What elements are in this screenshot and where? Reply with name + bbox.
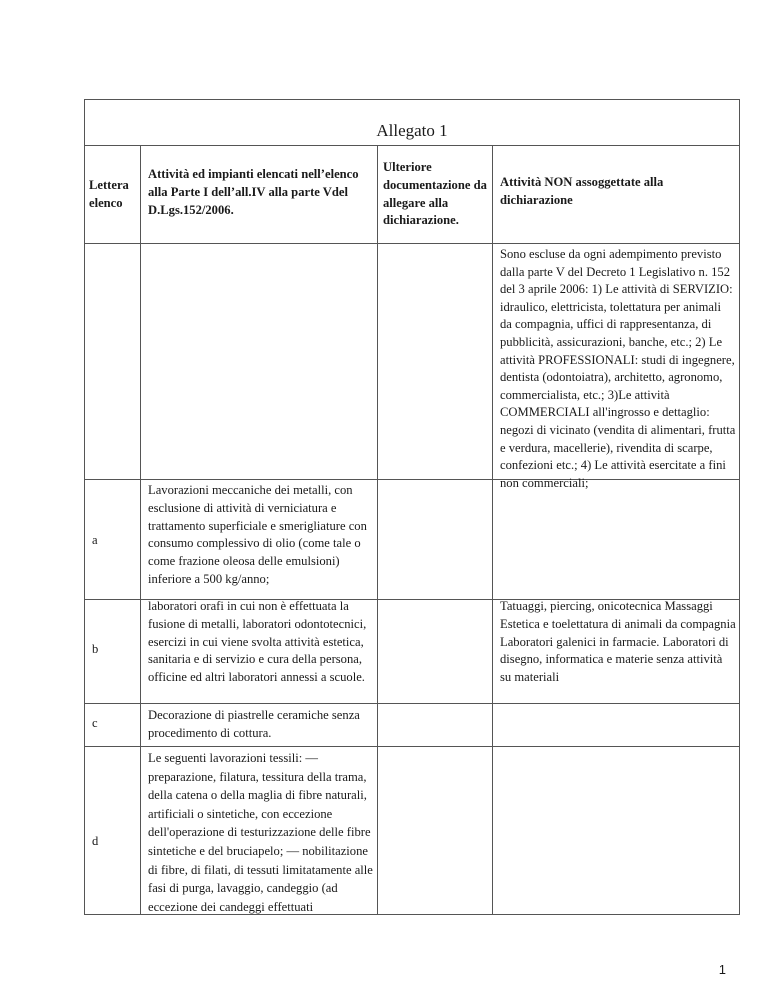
header-activities: Attività ed impianti elencati nell’elenco alla Parte I dell’all.IV alla parte Vdel D.Lgs.152/2006. <box>148 167 359 217</box>
header-documentation: Ulteriore documentazione da allegare alla dichiarazione. <box>383 160 487 228</box>
rule-row-b <box>84 703 740 704</box>
rule-row-c <box>84 746 740 747</box>
header-letter: Lettera elenco <box>89 178 129 210</box>
row-activity-a: Lavorazioni meccaniche dei metalli, con esclusione di attività di verniciatura e trattamento superficiale e smerigliature con consumo complessivo di olio (come tale o come frazione oleosa delle emulsioni) inferiore a 500 kg/anno; <box>148 483 367 586</box>
row-letter-c: c <box>92 716 98 730</box>
row-activity-b: laboratori orafi in cui non è effettuata la fusione di metalli, laboratori odontotecnici, esercizi in cui viene svolta attività estetica, sanitaria e di servizio e cura della persona, officine ed altri laboratori annessi a scuole. <box>148 599 367 685</box>
page-number: 1 <box>718 962 726 977</box>
row-letter-d: d <box>92 834 99 848</box>
rule-header <box>84 243 740 244</box>
exclusions-intro: Sono escluse da ogni adempimento previsto dalla parte V del Decreto 1 Legislativo n. 152 del 3 aprile 2006: 1) Le attività di SERVIZIO: idraulico, elettricista, tolettatura per animali da compagnia, uffici di rappresentanza, di pubblicità, assicurazioni, banche, etc.; 2) Le attività PROFESSIONALI: studi di ingegnere, dentista (odontoiatra), architetto, agronomo, commercialista, etc.; 3)Le attività COMMERCIALI all'ingrosso e dettaglio: negozi di vicinato (vendita di alimentari, frutta e verdura, macellerie), rivendita di scarpe, confezioni etc.; 4) Le attività esercitate a fini non commerciali; <box>500 247 736 490</box>
row-not-subject-b: Tatuaggi, piercing, onicotecnica Massaggi Estetica e toelettatura di animali da compagnia Laboratori galenici in farmacie. Laboratori di disegno, informatica e materie senza attività su materiali <box>500 599 736 685</box>
document-title: Allegato 1 <box>376 121 448 140</box>
row-activity-c: Decorazione di piastrelle ceramiche senza procedimento di cottura. <box>148 708 360 740</box>
col-divider-1 <box>140 145 141 915</box>
rule-title <box>84 145 740 146</box>
header-not-subject: Attività NON assoggettate alla dichiarazione <box>500 175 664 207</box>
row-activity-d: Le seguenti lavorazioni tessili: — preparazione, filatura, tessitura della trama, della catena o della maglia di fibre naturali, artificiali o sintetiche, con eccezione dell'operazione di testurizzazione delle fibre sintetiche e del bruciapelo; — nobilitazione di fibre, di filati, di tessuti limitatamente alle fasi di purga, lavaggio, candeggio (ad eccezione dei candeggi effettuati <box>148 751 373 914</box>
row-letter-a: a <box>92 533 98 547</box>
col-divider-2 <box>377 145 378 915</box>
col-divider-3 <box>492 145 493 915</box>
row-letter-b: b <box>92 642 99 656</box>
